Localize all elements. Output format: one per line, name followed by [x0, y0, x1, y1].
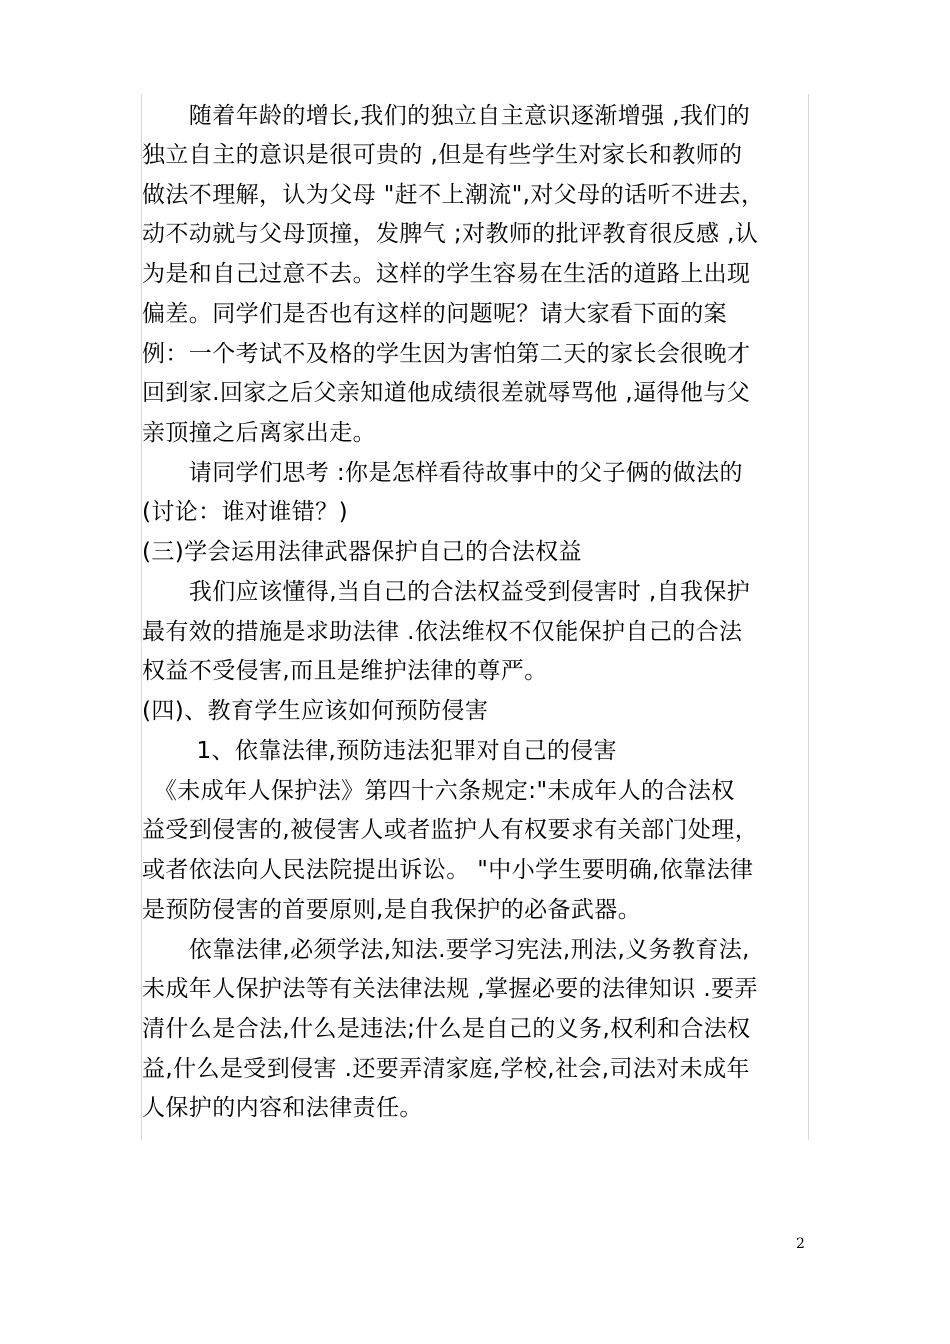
text-line: 例：一个考试不及格的学生因为害怕第二天的家长会很晚才	[142, 341, 751, 367]
subsection-heading: 1、依靠法律,预防违法犯罪对自己的侵害	[142, 738, 618, 764]
text-line: 或者依法向人民法院提出诉讼。 "中小学生要明确,依靠法律	[142, 857, 754, 883]
text-line: 未成年人保护法等有关法律法规 ,掌握必要的法律知识 .要弄	[142, 976, 758, 1002]
text-line: 做法不理解，认为父母 "赶不上潮流",对父母的话听不进去，	[142, 182, 765, 208]
text-line: 我们应该懂得,当自己的合法权益受到侵害时 ,自我保护	[142, 579, 751, 605]
text-line: 益,什么是受到侵害 .还要弄清家庭,学校,社会,司法对未成年	[142, 1056, 750, 1082]
text-line: 亲顶撞之后离家出走。	[142, 420, 376, 446]
text-line: 请同学们思考 :你是怎样看待故事中的父子俩的做法的	[142, 460, 743, 486]
text-line: 《未成年人保护法》第四十六条规定:"未成年人的合法权	[142, 778, 735, 804]
document-body	[141, 94, 809, 1140]
text-line: 益受到侵害的,被侵害人或者监护人有权要求有关部门处理，	[142, 817, 759, 843]
text-line: 权益不受侵害,而且是维护法律的尊严。	[142, 658, 548, 684]
text-line: 独立自主的意识是很可贵的 ,但是有些学生对家长和教师的	[142, 142, 743, 168]
page-number: 2	[796, 1236, 805, 1252]
text-line: 是预防侵害的首要原则,是自我保护的必备武器。	[142, 897, 642, 923]
section-heading: (三)学会运用法律武器保护自己的合法权益	[142, 539, 582, 565]
text-line: (讨论：谁对谁错？)	[142, 499, 348, 525]
section-heading: (四)、教育学生应该如何预防侵害	[142, 698, 489, 724]
text-line: 动不动就与父母顶撞，发脾气 ;对教师的批评教育很反感 ,认	[142, 221, 759, 247]
text-line: 随着年龄的增长,我们的独立自主意识逐渐增强 ,我们的	[142, 103, 751, 129]
text-line: 为是和自己过意不去。这样的学生容易在生活的道路上出现	[142, 261, 751, 287]
text-line: 人保护的内容和法律责任。	[142, 1095, 423, 1121]
text-line: 回到家.回家之后父亲知道他成绩很差就辱骂他 ,逼得他与父	[142, 380, 751, 406]
text-line: 清什么是合法,什么是违法;什么是自己的义务,权利和合法权	[142, 1016, 751, 1042]
text-line: 依靠法律,必须学法,知法.要学习宪法,刑法,义务教育法,	[142, 937, 750, 963]
text-line: 最有效的措施是求助法律 .依法维权不仅能保护自己的合法	[142, 619, 743, 645]
text-line: 偏差。同学们是否也有这样的问题呢？请大家看下面的案	[142, 301, 727, 327]
